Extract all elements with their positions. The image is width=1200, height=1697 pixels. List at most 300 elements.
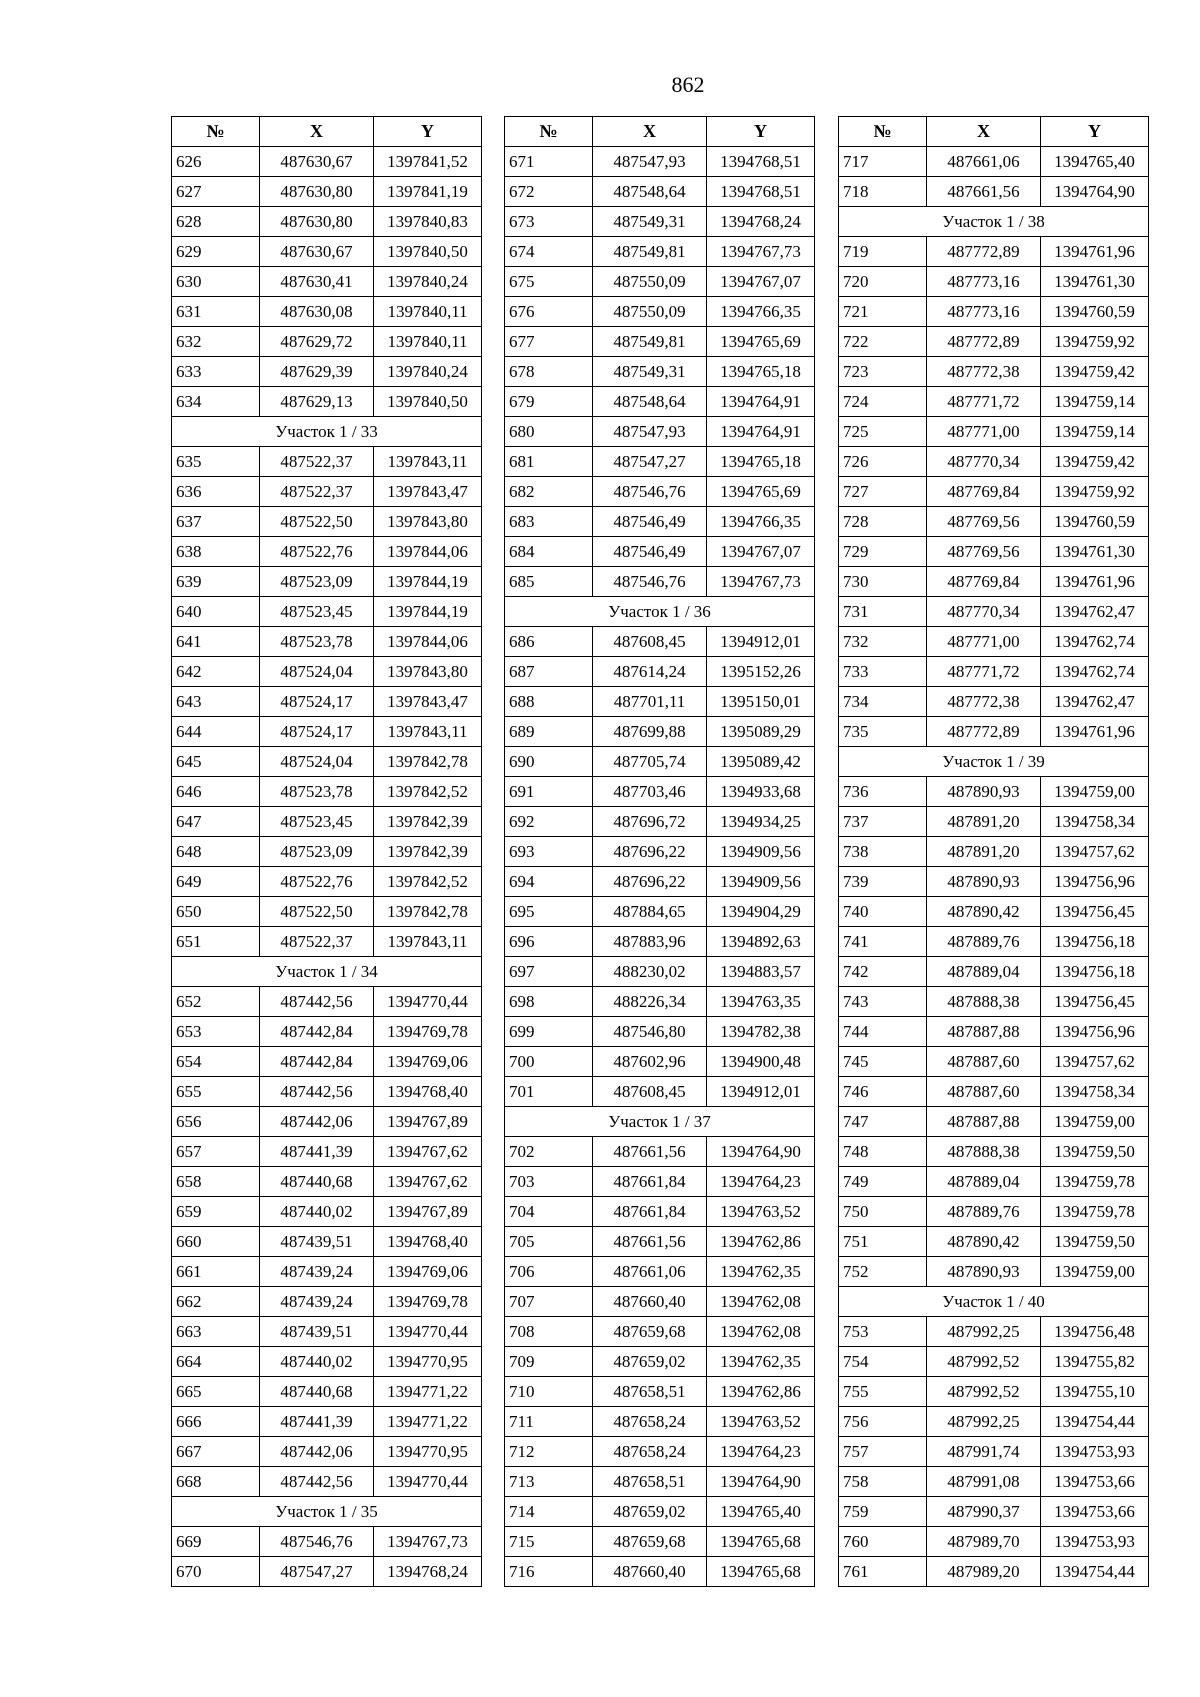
y-coordinate: 1394767,73 — [707, 237, 815, 267]
y-coordinate: 1394767,62 — [374, 1167, 482, 1197]
point-number: 640 — [172, 597, 260, 627]
y-coordinate: 1397842,78 — [374, 747, 482, 777]
x-coordinate: 487769,56 — [927, 537, 1041, 567]
table-row — [839, 507, 1149, 537]
point-number: 684 — [505, 537, 593, 567]
table-row — [172, 537, 482, 567]
point-number: 676 — [505, 297, 593, 327]
x-coordinate: 487887,88 — [927, 1107, 1041, 1137]
y-coordinate: 1397843,47 — [374, 687, 482, 717]
x-coordinate: 487523,45 — [260, 597, 374, 627]
x-coordinate: 487883,96 — [593, 927, 707, 957]
y-coordinate: 1394769,06 — [374, 1047, 482, 1077]
point-number: 667 — [172, 1437, 260, 1467]
table-row — [839, 1137, 1149, 1167]
x-coordinate: 487888,38 — [927, 1137, 1041, 1167]
header-y: Y — [1041, 117, 1149, 147]
table-row — [839, 1377, 1149, 1407]
y-coordinate: 1394753,66 — [1041, 1467, 1149, 1497]
x-coordinate: 487658,51 — [593, 1377, 707, 1407]
table-row — [172, 807, 482, 837]
point-number: 639 — [172, 567, 260, 597]
table-row — [172, 1077, 482, 1107]
point-number: 629 — [172, 237, 260, 267]
y-coordinate: 1397843,11 — [374, 447, 482, 477]
table-row — [505, 1137, 815, 1167]
x-coordinate: 487990,37 — [927, 1497, 1041, 1527]
y-coordinate: 1394769,78 — [374, 1017, 482, 1047]
x-coordinate: 487442,06 — [260, 1437, 374, 1467]
y-coordinate: 1394770,95 — [374, 1437, 482, 1467]
table-row — [505, 1347, 815, 1377]
point-number: 656 — [172, 1107, 260, 1137]
section-title: Участок 1 / 33 — [172, 417, 482, 447]
y-coordinate: 1394762,47 — [1041, 597, 1149, 627]
point-number: 691 — [505, 777, 593, 807]
point-number: 682 — [505, 477, 593, 507]
y-coordinate: 1394753,93 — [1041, 1437, 1149, 1467]
point-number: 723 — [839, 357, 927, 387]
y-coordinate: 1394759,42 — [1041, 357, 1149, 387]
point-number: 735 — [839, 717, 927, 747]
y-coordinate: 1397844,19 — [374, 567, 482, 597]
header-num: № — [505, 117, 593, 147]
x-coordinate: 487771,00 — [927, 417, 1041, 447]
x-coordinate: 487522,76 — [260, 867, 374, 897]
point-number: 659 — [172, 1197, 260, 1227]
y-coordinate: 1397843,80 — [374, 657, 482, 687]
x-coordinate: 487890,93 — [927, 777, 1041, 807]
x-coordinate: 487887,60 — [927, 1077, 1041, 1107]
x-coordinate: 487891,20 — [927, 807, 1041, 837]
x-coordinate: 487522,76 — [260, 537, 374, 567]
x-coordinate: 487441,39 — [260, 1407, 374, 1437]
y-coordinate: 1397840,11 — [374, 297, 482, 327]
x-coordinate: 487522,37 — [260, 927, 374, 957]
x-coordinate: 487769,84 — [927, 567, 1041, 597]
y-coordinate: 1394909,56 — [707, 837, 815, 867]
point-number: 737 — [839, 807, 927, 837]
y-coordinate: 1394764,90 — [707, 1467, 815, 1497]
x-coordinate: 487661,56 — [927, 177, 1041, 207]
x-coordinate: 487523,09 — [260, 567, 374, 597]
point-number: 754 — [839, 1347, 927, 1377]
point-number: 698 — [505, 987, 593, 1017]
x-coordinate: 487547,93 — [593, 147, 707, 177]
table-row — [172, 717, 482, 747]
point-number: 709 — [505, 1347, 593, 1377]
y-coordinate: 1397844,06 — [374, 537, 482, 567]
point-number: 662 — [172, 1287, 260, 1317]
table-row — [172, 687, 482, 717]
point-number: 742 — [839, 957, 927, 987]
y-coordinate: 1394762,74 — [1041, 657, 1149, 687]
table-row — [839, 327, 1149, 357]
coordinates-table-1 — [171, 116, 482, 1587]
table-row — [172, 207, 482, 237]
x-coordinate: 487549,81 — [593, 237, 707, 267]
table-row — [839, 1467, 1149, 1497]
table-row — [839, 657, 1149, 687]
point-number: 702 — [505, 1137, 593, 1167]
table-row — [172, 1437, 482, 1467]
x-coordinate: 487546,76 — [260, 1527, 374, 1557]
x-coordinate: 487696,72 — [593, 807, 707, 837]
table-row — [505, 507, 815, 537]
point-number: 724 — [839, 387, 927, 417]
x-coordinate: 487992,52 — [927, 1377, 1041, 1407]
x-coordinate: 487773,16 — [927, 297, 1041, 327]
x-coordinate: 487440,68 — [260, 1167, 374, 1197]
x-coordinate: 487992,25 — [927, 1317, 1041, 1347]
x-coordinate: 487660,40 — [593, 1287, 707, 1317]
point-number: 627 — [172, 177, 260, 207]
point-number: 690 — [505, 747, 593, 777]
table-row — [172, 567, 482, 597]
table-row — [505, 1257, 815, 1287]
x-coordinate: 487884,65 — [593, 897, 707, 927]
table-row — [839, 897, 1149, 927]
table-row — [505, 567, 815, 597]
x-coordinate: 487442,56 — [260, 1077, 374, 1107]
table-row — [172, 627, 482, 657]
table-row — [839, 237, 1149, 267]
point-number: 697 — [505, 957, 593, 987]
header-num: № — [839, 117, 927, 147]
table-row — [839, 1497, 1149, 1527]
table-row — [172, 927, 482, 957]
point-number: 706 — [505, 1257, 593, 1287]
x-coordinate: 487770,34 — [927, 597, 1041, 627]
point-number: 633 — [172, 357, 260, 387]
x-coordinate: 487524,04 — [260, 657, 374, 687]
point-number: 728 — [839, 507, 927, 537]
y-coordinate: 1397843,11 — [374, 717, 482, 747]
point-number: 689 — [505, 717, 593, 747]
point-number: 660 — [172, 1227, 260, 1257]
y-coordinate: 1394756,45 — [1041, 897, 1149, 927]
x-coordinate: 487661,84 — [593, 1167, 707, 1197]
x-coordinate: 487772,38 — [927, 687, 1041, 717]
point-number: 694 — [505, 867, 593, 897]
header-y: Y — [707, 117, 815, 147]
x-coordinate: 488230,02 — [593, 957, 707, 987]
table-row — [839, 1317, 1149, 1347]
point-number: 687 — [505, 657, 593, 687]
header-num: № — [172, 117, 260, 147]
x-coordinate: 487442,84 — [260, 1017, 374, 1047]
x-coordinate: 487442,84 — [260, 1047, 374, 1077]
point-number: 686 — [505, 627, 593, 657]
x-coordinate: 487701,11 — [593, 687, 707, 717]
x-coordinate: 487439,51 — [260, 1317, 374, 1347]
y-coordinate: 1394767,89 — [374, 1197, 482, 1227]
x-coordinate: 487696,22 — [593, 867, 707, 897]
point-number: 645 — [172, 747, 260, 777]
section-title: Участок 1 / 38 — [839, 207, 1149, 237]
y-coordinate: 1394767,89 — [374, 1107, 482, 1137]
point-number: 678 — [505, 357, 593, 387]
x-coordinate: 487614,24 — [593, 657, 707, 687]
point-number: 693 — [505, 837, 593, 867]
x-coordinate: 487773,16 — [927, 267, 1041, 297]
y-coordinate: 1394756,96 — [1041, 867, 1149, 897]
table-row — [505, 867, 815, 897]
point-number: 671 — [505, 147, 593, 177]
table-row — [505, 477, 815, 507]
table-header-row — [505, 117, 815, 147]
x-coordinate: 487439,24 — [260, 1257, 374, 1287]
y-coordinate: 1397842,78 — [374, 897, 482, 927]
y-coordinate: 1394904,29 — [707, 897, 815, 927]
x-coordinate: 487890,42 — [927, 897, 1041, 927]
table-row — [172, 1287, 482, 1317]
y-coordinate: 1394771,22 — [374, 1407, 482, 1437]
table-row — [172, 507, 482, 537]
table-row — [839, 867, 1149, 897]
point-number: 726 — [839, 447, 927, 477]
x-coordinate: 487546,49 — [593, 537, 707, 567]
table-row — [172, 747, 482, 777]
y-coordinate: 1394767,07 — [707, 267, 815, 297]
point-number: 759 — [839, 1497, 927, 1527]
table-row — [172, 1347, 482, 1377]
section-title: Участок 1 / 40 — [839, 1287, 1149, 1317]
table-row — [172, 327, 482, 357]
point-number: 683 — [505, 507, 593, 537]
x-coordinate: 487991,08 — [927, 1467, 1041, 1497]
section-title: Участок 1 / 35 — [172, 1497, 482, 1527]
y-coordinate: 1394761,96 — [1041, 567, 1149, 597]
y-coordinate: 1394909,56 — [707, 867, 815, 897]
x-coordinate: 487661,06 — [593, 1257, 707, 1287]
table-row — [172, 267, 482, 297]
y-coordinate: 1394762,35 — [707, 1347, 815, 1377]
point-number: 679 — [505, 387, 593, 417]
point-number: 758 — [839, 1467, 927, 1497]
y-coordinate: 1397840,50 — [374, 387, 482, 417]
y-coordinate: 1394768,40 — [374, 1227, 482, 1257]
point-number: 644 — [172, 717, 260, 747]
point-number: 730 — [839, 567, 927, 597]
y-coordinate: 1394761,96 — [1041, 717, 1149, 747]
point-number: 747 — [839, 1107, 927, 1137]
table-row — [839, 1527, 1149, 1557]
y-coordinate: 1394757,62 — [1041, 837, 1149, 867]
y-coordinate: 1394759,92 — [1041, 327, 1149, 357]
x-coordinate: 487440,02 — [260, 1197, 374, 1227]
table-row — [172, 447, 482, 477]
y-coordinate: 1395150,01 — [707, 687, 815, 717]
table-row — [839, 417, 1149, 447]
point-number: 703 — [505, 1167, 593, 1197]
point-number: 722 — [839, 327, 927, 357]
y-coordinate: 1394756,96 — [1041, 1017, 1149, 1047]
x-coordinate: 487659,68 — [593, 1527, 707, 1557]
table-row — [505, 777, 815, 807]
point-number: 695 — [505, 897, 593, 927]
point-number: 652 — [172, 987, 260, 1017]
x-coordinate: 487549,81 — [593, 327, 707, 357]
y-coordinate: 1394767,62 — [374, 1137, 482, 1167]
table-row — [172, 477, 482, 507]
table-row — [505, 627, 815, 657]
table-row — [839, 1077, 1149, 1107]
table-row — [172, 387, 482, 417]
y-coordinate: 1394765,18 — [707, 447, 815, 477]
y-coordinate: 1394765,18 — [707, 357, 815, 387]
point-number: 653 — [172, 1017, 260, 1047]
x-coordinate: 487442,56 — [260, 1467, 374, 1497]
point-number: 666 — [172, 1407, 260, 1437]
x-coordinate: 487769,84 — [927, 477, 1041, 507]
point-number: 680 — [505, 417, 593, 447]
point-number: 727 — [839, 477, 927, 507]
x-coordinate: 487888,38 — [927, 987, 1041, 1017]
header-x: X — [260, 117, 374, 147]
table-row — [172, 897, 482, 927]
table-row — [839, 447, 1149, 477]
table-row — [839, 1407, 1149, 1437]
x-coordinate: 487887,60 — [927, 1047, 1041, 1077]
x-coordinate: 487891,20 — [927, 837, 1041, 867]
point-number: 717 — [839, 147, 927, 177]
x-coordinate: 487705,74 — [593, 747, 707, 777]
x-coordinate: 487769,56 — [927, 507, 1041, 537]
point-number: 681 — [505, 447, 593, 477]
table-row — [505, 1497, 815, 1527]
y-coordinate: 1394754,44 — [1041, 1407, 1149, 1437]
table-row — [172, 657, 482, 687]
point-number: 729 — [839, 537, 927, 567]
point-number: 720 — [839, 267, 927, 297]
table-row — [839, 1557, 1149, 1587]
x-coordinate: 487889,04 — [927, 1167, 1041, 1197]
point-number: 649 — [172, 867, 260, 897]
y-coordinate: 1394769,78 — [374, 1287, 482, 1317]
table-row — [505, 987, 815, 1017]
y-coordinate: 1394770,44 — [374, 1317, 482, 1347]
point-number: 749 — [839, 1167, 927, 1197]
table-row — [505, 1167, 815, 1197]
table-row — [172, 1527, 482, 1557]
y-coordinate: 1394754,44 — [1041, 1557, 1149, 1587]
point-number: 718 — [839, 177, 927, 207]
x-coordinate: 487522,50 — [260, 897, 374, 927]
y-coordinate: 1394758,34 — [1041, 807, 1149, 837]
x-coordinate: 487629,72 — [260, 327, 374, 357]
x-coordinate: 487696,22 — [593, 837, 707, 867]
table-row — [839, 357, 1149, 387]
y-coordinate: 1394764,90 — [1041, 177, 1149, 207]
y-coordinate: 1394762,08 — [707, 1287, 815, 1317]
x-coordinate: 487548,64 — [593, 177, 707, 207]
x-coordinate: 487522,37 — [260, 447, 374, 477]
table-row — [505, 927, 815, 957]
point-number: 641 — [172, 627, 260, 657]
y-coordinate: 1397843,80 — [374, 507, 482, 537]
x-coordinate: 487548,64 — [593, 387, 707, 417]
table-body — [839, 147, 1149, 1587]
table-row — [172, 1407, 482, 1437]
y-coordinate: 1394767,73 — [707, 567, 815, 597]
x-coordinate: 487771,00 — [927, 627, 1041, 657]
x-coordinate: 487442,06 — [260, 1107, 374, 1137]
x-coordinate: 487658,24 — [593, 1437, 707, 1467]
y-coordinate: 1397840,24 — [374, 267, 482, 297]
x-coordinate: 487658,24 — [593, 1407, 707, 1437]
y-coordinate: 1394762,35 — [707, 1257, 815, 1287]
table-row — [172, 1467, 482, 1497]
y-coordinate: 1394762,86 — [707, 1377, 815, 1407]
y-coordinate: 1394933,68 — [707, 777, 815, 807]
y-coordinate: 1394764,90 — [707, 1137, 815, 1167]
y-coordinate: 1394770,44 — [374, 1467, 482, 1497]
x-coordinate: 487992,52 — [927, 1347, 1041, 1377]
section-title: Участок 1 / 36 — [505, 597, 815, 627]
y-coordinate: 1394756,48 — [1041, 1317, 1149, 1347]
y-coordinate: 1394759,78 — [1041, 1167, 1149, 1197]
y-coordinate: 1394760,59 — [1041, 507, 1149, 537]
table-row — [839, 987, 1149, 1017]
y-coordinate: 1394769,06 — [374, 1257, 482, 1287]
y-coordinate: 1394753,66 — [1041, 1497, 1149, 1527]
point-number: 761 — [839, 1557, 927, 1587]
point-number: 650 — [172, 897, 260, 927]
x-coordinate: 487524,17 — [260, 717, 374, 747]
y-coordinate: 1394883,57 — [707, 957, 815, 987]
y-coordinate: 1394762,86 — [707, 1227, 815, 1257]
table-row — [839, 1197, 1149, 1227]
y-coordinate: 1394765,68 — [707, 1557, 815, 1587]
x-coordinate: 487661,56 — [593, 1227, 707, 1257]
section-row — [839, 207, 1149, 237]
y-coordinate: 1397843,11 — [374, 927, 482, 957]
section-row — [839, 1287, 1149, 1317]
point-number: 760 — [839, 1527, 927, 1557]
table-row — [505, 1017, 815, 1047]
point-number: 741 — [839, 927, 927, 957]
y-coordinate: 1397840,11 — [374, 327, 482, 357]
point-number: 655 — [172, 1077, 260, 1107]
y-coordinate: 1394756,45 — [1041, 987, 1149, 1017]
table-row — [172, 597, 482, 627]
point-number: 731 — [839, 597, 927, 627]
point-number: 634 — [172, 387, 260, 417]
point-number: 740 — [839, 897, 927, 927]
table-row — [505, 807, 815, 837]
point-number: 732 — [839, 627, 927, 657]
table-row — [839, 1227, 1149, 1257]
y-coordinate: 1395089,42 — [707, 747, 815, 777]
y-coordinate: 1397844,19 — [374, 597, 482, 627]
y-coordinate: 1394759,14 — [1041, 387, 1149, 417]
section-title: Участок 1 / 37 — [505, 1107, 815, 1137]
table-row — [172, 1557, 482, 1587]
table-row — [505, 237, 815, 267]
table-row — [172, 837, 482, 867]
point-number: 733 — [839, 657, 927, 687]
point-number: 710 — [505, 1377, 593, 1407]
table-body — [505, 147, 815, 1587]
x-coordinate: 487658,51 — [593, 1467, 707, 1497]
point-number: 734 — [839, 687, 927, 717]
y-coordinate: 1394768,24 — [374, 1557, 482, 1587]
point-number: 705 — [505, 1227, 593, 1257]
x-coordinate: 487630,41 — [260, 267, 374, 297]
table-row — [839, 297, 1149, 327]
point-number: 744 — [839, 1017, 927, 1047]
